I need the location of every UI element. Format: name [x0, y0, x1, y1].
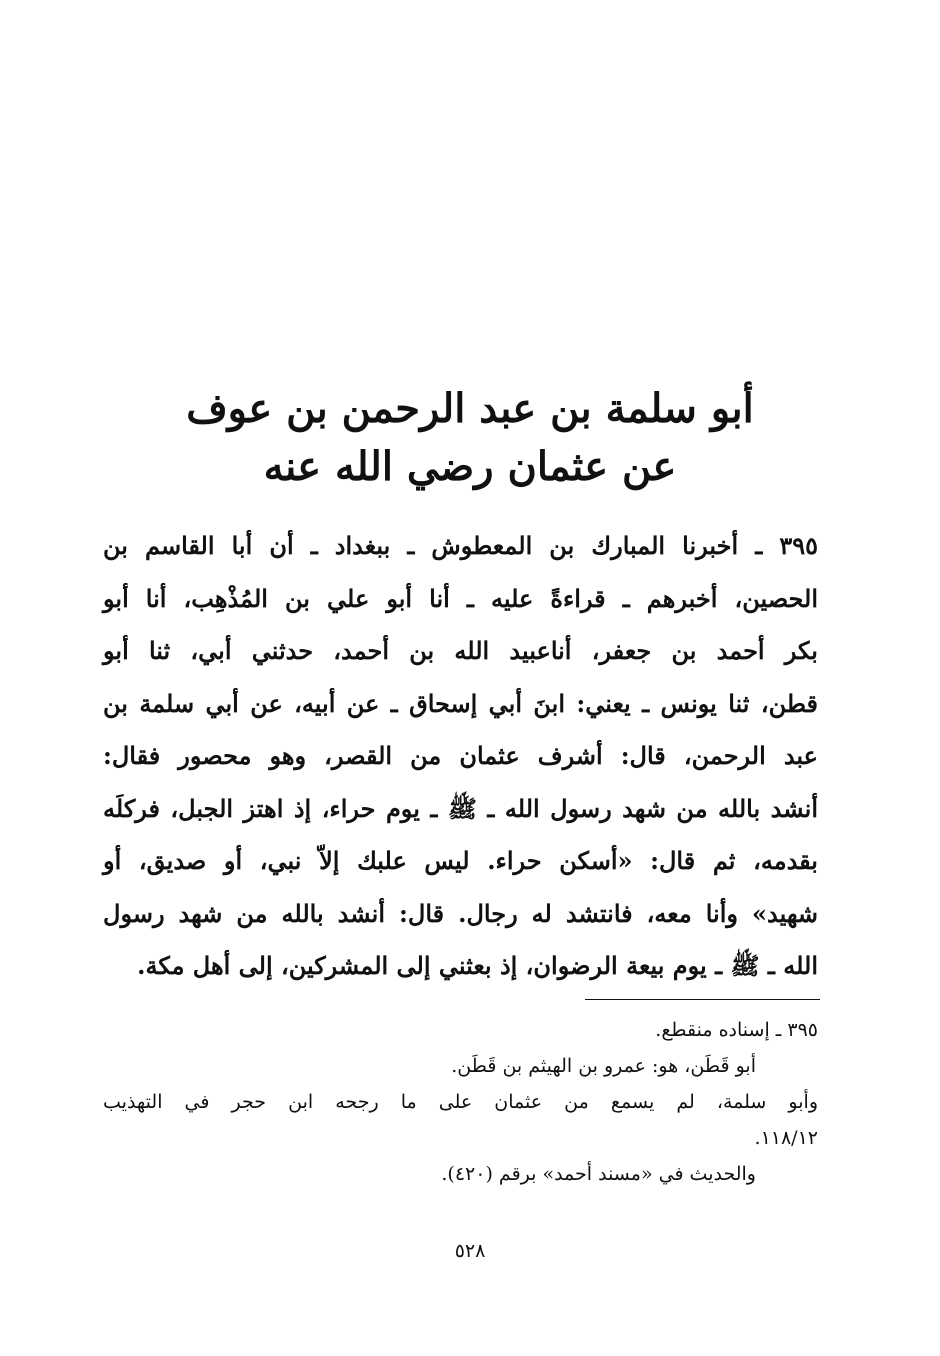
hadith-line: قطن، ثنا يونس ـ يعني: ابنَ أبي إسحاق ـ عن أبيه، عن أبي سلمة بن: [103, 688, 818, 718]
hadith-line: ٣٩٥ ـ أخبرنا المبارك بن المعطوش ـ ببغداد ـ أن أبا القاسم بن: [103, 531, 818, 560]
page-number: ٥٢٨: [454, 1240, 486, 1262]
chapter-title: [110, 380, 830, 496]
hadith-line: عبد الرحمن، قال: أشرف عثمان من القصر، وهو محصور فقال:: [103, 741, 818, 770]
footnote-line: وأبو سلمة، لم يسمع من عثمان على ما رجحه ابن حجر في التهذيب: [103, 1091, 818, 1113]
chapter-title-line-1: أبو سلمة بن عبد الرحمن بن عوف: [186, 385, 754, 432]
footnote-line: أبو قَطَن، هو: عمرو بن الهيثم بن قَطَن.: [451, 1055, 756, 1077]
footnote-divider: [585, 999, 820, 1000]
hadith-text: [103, 520, 818, 993]
hadith-line: بكر أحمد بن جعفر، أناعبيد الله بن أحمد، حدثني أبي، ثنا أبو: [103, 636, 818, 665]
hadith-line: الله ـ ﷺ ـ يوم بيعة الرضوان، إذ بعثني إلى المشركين، إلى أهل مكة.: [137, 951, 818, 980]
hadith-line: شهيد» وأنا معه، فانتشد له رجال. قال: أنشد بالله من شهد رسول: [103, 898, 818, 928]
hadith-line: أنشد بالله من شهد رسول الله ـ ﷺ ـ يوم حراء، إذ اهتز الجبل، فركلَه: [103, 793, 818, 823]
hadith-line: الحصين، أخبرهم ـ قراءةً عليه ـ أنا أبو علي بن المُذْهِب، أنا أبو: [103, 583, 818, 613]
hadith-line: بقدمه، ثم قال: «أسكن حراء. ليس علبك إلاّ نبي، أو صديق، أو: [103, 846, 818, 875]
chapter-title-line-2: عن عثمان رضي الله عنه: [263, 443, 677, 490]
footnote-line: ٣٩٥ ـ إسناده منقطع.: [655, 1019, 818, 1041]
footnote-line: والحديث في «مسند أحمد» برقم (٤٢٠).: [441, 1163, 756, 1185]
footnotes: [103, 1012, 818, 1192]
footnote-line: ١١٨/١٢.: [754, 1127, 818, 1149]
